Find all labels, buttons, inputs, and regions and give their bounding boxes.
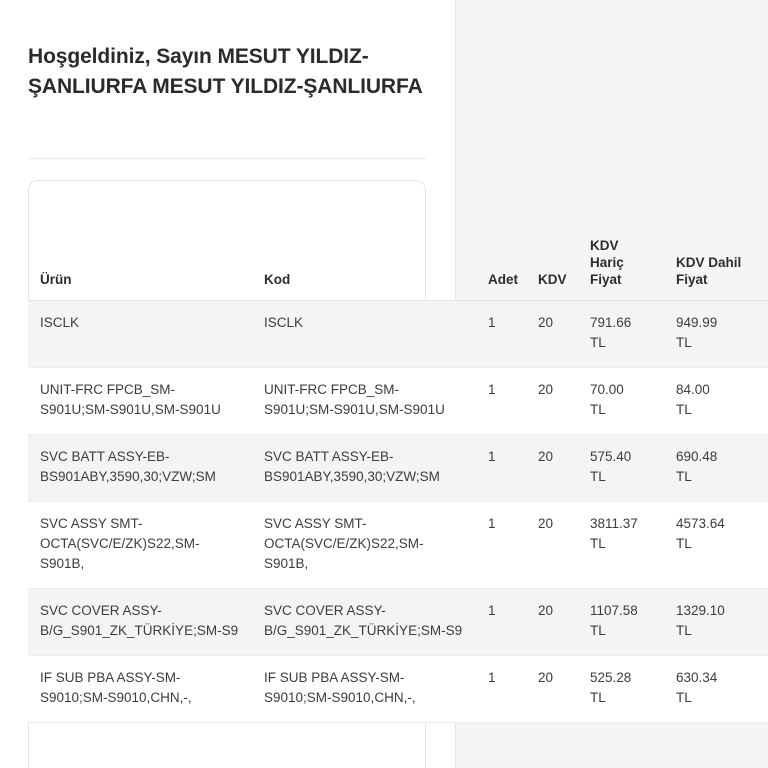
cell-kdv-haric-unit: TL <box>590 535 606 551</box>
cell-kdv-dahil-fiyat <box>664 434 768 501</box>
cell-urun: SVC BATT ASSY-EB-BS901ABY,3590,30;VZW;SM <box>28 434 252 501</box>
cell-kdv-haric-value: 791.66 <box>590 314 632 330</box>
column-header-kdv-label: KDV <box>538 271 567 287</box>
cell-kdv-haric-unit: TL <box>590 689 606 705</box>
welcome-heading: Hoşgeldiniz, Sayın MESUT YILDIZ-ŞANLIURFA MESUT YILDIZ-ŞANLIURFA <box>28 45 423 98</box>
cell-kdv: 20 <box>526 300 578 367</box>
cell-kdv-dahil-unit: TL <box>676 468 692 484</box>
cell-kdv-dahil-fiyat <box>664 655 768 722</box>
cell-kod: SVC ASSY SMT-OCTA(SVC/E/ZK)S22,SM-S901B, <box>252 501 476 588</box>
cell-kdv-haric-fiyat <box>578 367 664 434</box>
column-header-kdv-haric-fiyat <box>578 180 664 300</box>
table-row <box>28 300 768 367</box>
cell-urun: SVC COVER ASSY-B/G_S901_ZK_TÜRKİYE;SM-S9 <box>28 588 252 655</box>
products-table <box>28 180 768 723</box>
column-header-adet <box>476 180 526 300</box>
column-header-kdv <box>526 180 578 300</box>
cell-kdv-dahil-fiyat <box>664 300 768 367</box>
cell-kdv-dahil-value: 949.99 <box>676 314 718 330</box>
cell-kdv-haric-unit: TL <box>590 622 606 638</box>
cell-adet: 1 <box>476 655 526 722</box>
cell-kod: SVC COVER ASSY-B/G_S901_ZK_TÜRKİYE;SM-S9 <box>252 588 476 655</box>
column-header-urun-label: Ürün <box>40 271 72 287</box>
cell-kdv-dahil-value: 84.00 <box>676 381 710 397</box>
table-head <box>28 180 768 300</box>
cell-kdv-haric-unit: TL <box>590 401 606 417</box>
cell-kdv: 20 <box>526 655 578 722</box>
cell-kdv-haric-value: 575.40 <box>590 448 632 464</box>
cell-kdv-haric-fiyat <box>578 434 664 501</box>
cell-kdv-haric-unit: TL <box>590 468 606 484</box>
cell-kdv-haric-value: 3811.37 <box>590 515 638 531</box>
cell-kdv-haric-fiyat <box>578 300 664 367</box>
column-header-kdv-dahil-fiyat-label: KDV Dahil Fiyat <box>676 254 742 287</box>
cell-kdv: 20 <box>526 367 578 434</box>
cell-kdv-dahil-value: 4573.64 <box>676 515 725 531</box>
cell-kdv-haric-fiyat <box>578 501 664 588</box>
table-row <box>28 434 768 501</box>
cell-urun: UNIT-FRC FPCB_SM-S901U;SM-S901U,SM-S901U <box>28 367 252 434</box>
cell-kdv-dahil-unit: TL <box>676 622 692 638</box>
cell-kdv-dahil-fiyat <box>664 367 768 434</box>
cell-adet: 1 <box>476 367 526 434</box>
column-header-urun <box>28 180 252 300</box>
cell-urun: ISCLK <box>28 300 252 367</box>
header-divider <box>28 158 426 159</box>
cell-kdv-haric-fiyat <box>578 588 664 655</box>
column-header-kdv-haric-fiyat-label: KDV Hariç Fiyat <box>590 237 624 287</box>
cell-kdv: 20 <box>526 434 578 501</box>
cell-urun: SVC ASSY SMT-OCTA(SVC/E/ZK)S22,SM-S901B, <box>28 501 252 588</box>
table-row <box>28 655 768 722</box>
cell-kdv-dahil-value: 1329.10 <box>676 602 725 618</box>
cell-urun: IF SUB PBA ASSY-SM-S9010;SM-S9010,CHN,-, <box>28 655 252 722</box>
cell-kdv-dahil-value: 690.48 <box>676 448 718 464</box>
cell-kod: SVC BATT ASSY-EB-BS901ABY,3590,30;VZW;SM <box>252 434 476 501</box>
cell-kdv-haric-value: 1107.58 <box>590 602 638 618</box>
cell-kdv-haric-value: 525.28 <box>590 669 632 685</box>
products-table-container <box>28 180 768 723</box>
table-row <box>28 367 768 434</box>
cell-kdv-dahil-fiyat <box>664 588 768 655</box>
cell-kdv: 20 <box>526 588 578 655</box>
cell-kdv-dahil-unit: TL <box>676 689 692 705</box>
cell-adet: 1 <box>476 300 526 367</box>
cell-kdv-haric-unit: TL <box>590 334 606 350</box>
column-header-kod <box>252 180 476 300</box>
cell-kdv-dahil-unit: TL <box>676 401 692 417</box>
column-header-kdv-dahil-fiyat <box>664 180 768 300</box>
cell-adet: 1 <box>476 434 526 501</box>
table-row <box>28 588 768 655</box>
cell-adet: 1 <box>476 501 526 588</box>
cell-kdv-dahil-unit: TL <box>676 334 692 350</box>
cell-kdv-dahil-value: 630.34 <box>676 669 718 685</box>
table-header-row <box>28 180 768 300</box>
cell-kod: UNIT-FRC FPCB_SM-S901U;SM-S901U,SM-S901U <box>252 367 476 434</box>
column-header-kod-label: Kod <box>264 271 291 287</box>
table-body <box>28 300 768 722</box>
table-row <box>28 501 768 588</box>
cell-kdv-dahil-fiyat <box>664 501 768 588</box>
cell-kdv: 20 <box>526 501 578 588</box>
cell-kdv-haric-fiyat <box>578 655 664 722</box>
cell-kod: ISCLK <box>252 300 476 367</box>
column-header-adet-label: Adet <box>488 271 518 287</box>
cell-adet: 1 <box>476 588 526 655</box>
cell-kdv-dahil-unit: TL <box>676 535 692 551</box>
cell-kod: IF SUB PBA ASSY-SM-S9010;SM-S9010,CHN,-, <box>252 655 476 722</box>
cell-kdv-haric-value: 70.00 <box>590 381 624 397</box>
